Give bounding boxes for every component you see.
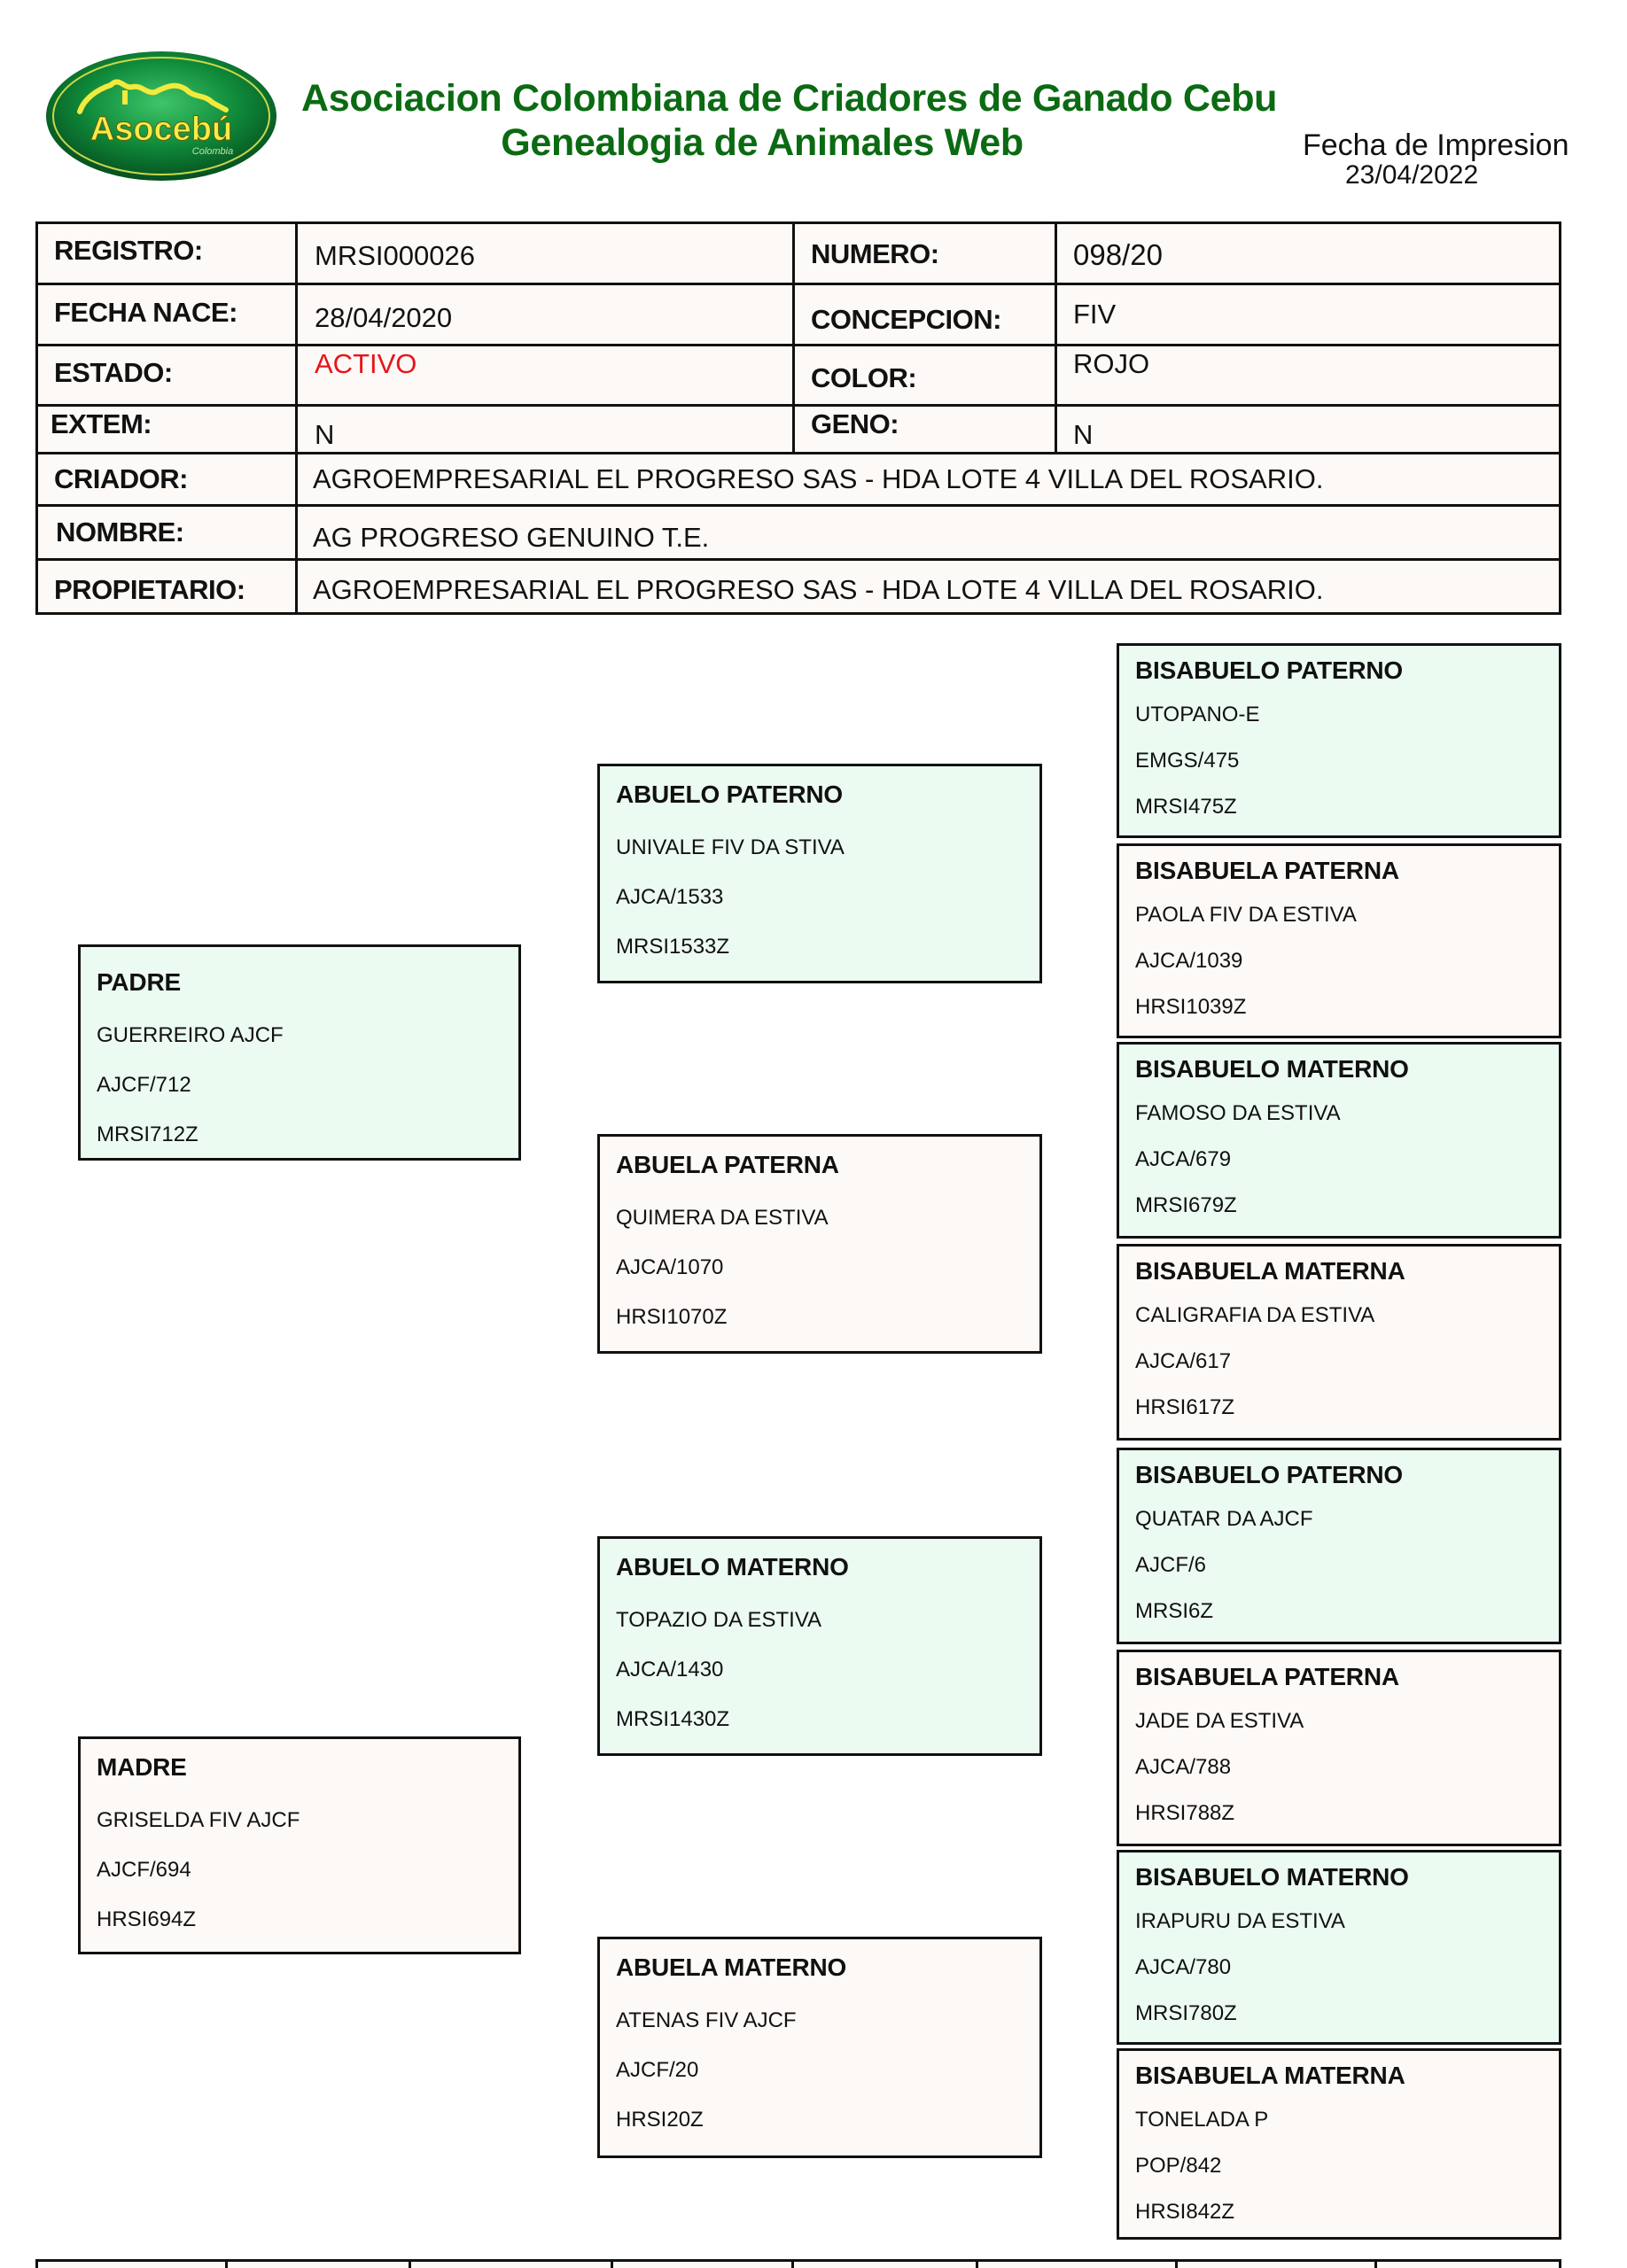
animal-code: AJCA/1070 (616, 1255, 724, 1279)
animal-name: JADE DA ESTIVA (1135, 1709, 1304, 1733)
box-role: BISABUELA PATERNA (1135, 1663, 1399, 1690)
registro-label: REGISTRO: (54, 235, 203, 266)
fecha-nace-label: FECHA NACE: (54, 297, 237, 328)
box-role: PADRE (97, 968, 181, 996)
animal-name: IRAPURU DA ESTIVA (1135, 1909, 1345, 1933)
registro-value: MRSI000026 (315, 240, 475, 271)
animal-name: QUATAR DA AJCF (1135, 1507, 1313, 1531)
pedigree-box-bisabuelo-materno-1 (1117, 1042, 1561, 1239)
animal-code: AJCA/1430 (616, 1658, 724, 1682)
box-role: BISABUELO MATERNO (1135, 1863, 1409, 1891)
print-date-value: 23/04/2022 (1345, 160, 1479, 190)
animal-info-table (35, 221, 1561, 615)
pedigree-box-abuela-materna (597, 1937, 1042, 2158)
box-role: ABUELA PATERNA (616, 1151, 839, 1178)
animal-name: TOPAZIO DA ESTIVA (616, 1608, 822, 1632)
animal-name: TONELADA P (1135, 2108, 1269, 2132)
geno-value: N (1073, 419, 1094, 450)
box-role: ABUELA MATERNO (616, 1953, 847, 1981)
pedigree-box-bisabuela-paterna-2 (1117, 1650, 1561, 1846)
animal-code: AJCA/679 (1135, 1147, 1232, 1171)
concepcion-value: FIV (1073, 299, 1117, 330)
pedigree-box-bisabuela-materna-2 (1117, 2048, 1561, 2240)
numero-value: 098/20 (1073, 238, 1163, 271)
animal-name: CALIGRAFIA DA ESTIVA (1135, 1303, 1375, 1327)
pedigree-box-madre (78, 1736, 521, 1954)
animal-registration: HRSI1070Z (616, 1305, 728, 1329)
nombre-label: NOMBRE: (56, 517, 184, 548)
propietario-label: PROPIETARIO: (54, 574, 245, 605)
criador-value: AGROEMPRESARIAL EL PROGRESO SAS - HDA LOTE 4 VILLA DEL ROSARIO. (313, 463, 1324, 494)
pedigree-box-abuelo-materno (597, 1536, 1042, 1756)
animal-registration: MRSI1533Z (616, 935, 730, 959)
box-role: BISABUELO PATERNO (1135, 656, 1404, 684)
title-genealogy: Genealogia de Animales Web (501, 121, 1024, 164)
concepcion-label: CONCEPCION: (811, 304, 1001, 335)
animal-code: AJCF/712 (97, 1073, 191, 1097)
pedigree-box-bisabuelo-materno-2 (1117, 1850, 1561, 2045)
geno-label: GENO: (811, 408, 899, 439)
svg-text:Asocebú: Asocebú (90, 111, 233, 148)
animal-name: PAOLA FIV DA ESTIVA (1135, 903, 1357, 927)
pedigree-box-abuelo-paterno (597, 764, 1042, 983)
animal-code: AJCA/1533 (616, 885, 724, 909)
report-title (292, 76, 1285, 165)
animal-registration: HRSI617Z (1135, 1395, 1235, 1419)
box-role: BISABUELO PATERNO (1135, 1461, 1404, 1488)
animal-name: UNIVALE FIV DA STIVA (616, 835, 845, 859)
svg-text:Colombia: Colombia (191, 146, 234, 157)
animal-code: AJCF/6 (1135, 1553, 1207, 1577)
animal-name: GRISELDA FIV AJCF (97, 1808, 300, 1832)
criador-label: CRIADOR: (54, 463, 188, 494)
pedigree-box-abuela-paterna (597, 1134, 1042, 1354)
title-association: Asociacion Colombiana de Criadores de Ganado Cebu (301, 77, 1278, 120)
animal-code: AJCA/788 (1135, 1755, 1232, 1779)
animal-registration: MRSI1430Z (616, 1707, 730, 1731)
estado-label: ESTADO: (54, 357, 173, 388)
animal-code: AJCA/1039 (1135, 949, 1243, 973)
box-role: BISABUELA MATERNA (1135, 2062, 1405, 2089)
pedigree-box-bisabuelo-paterno-1 (1117, 643, 1561, 838)
animal-registration: MRSI475Z (1135, 795, 1237, 819)
animal-registration: HRSI842Z (1135, 2200, 1235, 2224)
box-role: ABUELO PATERNO (616, 781, 843, 808)
color-label: COLOR: (811, 362, 917, 393)
fecha-nace-value: 28/04/2020 (315, 302, 453, 333)
animal-registration: MRSI6Z (1135, 1599, 1214, 1623)
estado-value: ACTIVO (315, 348, 417, 379)
animal-registration: HRSI1039Z (1135, 995, 1247, 1019)
animal-registration: MRSI679Z (1135, 1193, 1237, 1217)
pedigree-box-padre (78, 944, 521, 1161)
nombre-value: AG PROGRESO GENUINO T.E. (313, 522, 710, 553)
animal-code: AJCF/20 (616, 2058, 699, 2082)
numero-label: NUMERO: (811, 238, 939, 269)
pedigree-box-bisabuelo-paterno-2 (1117, 1448, 1561, 1644)
extem-value: N (315, 419, 335, 450)
box-role: BISABUELA PATERNA (1135, 857, 1399, 884)
animal-code: EMGS/475 (1135, 749, 1240, 773)
pedigree-box-bisabuela-paterna-1 (1117, 843, 1561, 1038)
animal-code: AJCA/780 (1135, 1955, 1232, 1979)
box-role: MADRE (97, 1753, 187, 1781)
bottom-table-cutoff (35, 2259, 1561, 2268)
animal-code: AJCA/617 (1135, 1349, 1232, 1373)
box-role: BISABUELO MATERNO (1135, 1055, 1409, 1083)
pedigree-box-bisabuela-materna-1 (1117, 1244, 1561, 1441)
propietario-value: AGROEMPRESARIAL EL PROGRESO SAS - HDA LOTE 4 VILLA DEL ROSARIO. (313, 574, 1324, 605)
animal-registration: HRSI20Z (616, 2108, 704, 2132)
print-date-label: Fecha de Impresion (1303, 128, 1569, 162)
animal-registration: HRSI694Z (97, 1907, 197, 1931)
animal-code: AJCF/694 (97, 1858, 191, 1882)
print-date (1303, 129, 1604, 190)
animal-registration: HRSI788Z (1135, 1801, 1235, 1825)
animal-code: POP/842 (1135, 2154, 1222, 2178)
animal-name: GUERREIRO AJCF (97, 1023, 284, 1047)
animal-registration: MRSI780Z (1135, 2001, 1237, 2025)
animal-name: UTOPANO-E (1135, 703, 1260, 726)
box-role: ABUELO MATERNO (616, 1553, 849, 1581)
box-role: BISABUELA MATERNA (1135, 1257, 1405, 1285)
animal-name: QUIMERA DA ESTIVA (616, 1206, 829, 1230)
animal-name: FAMOSO DA ESTIVA (1135, 1101, 1341, 1125)
extem-label: EXTEM: (51, 408, 152, 439)
animal-name: ATENAS FIV AJCF (616, 2008, 797, 2032)
animal-registration: MRSI712Z (97, 1122, 199, 1146)
color-value: ROJO (1073, 348, 1150, 379)
